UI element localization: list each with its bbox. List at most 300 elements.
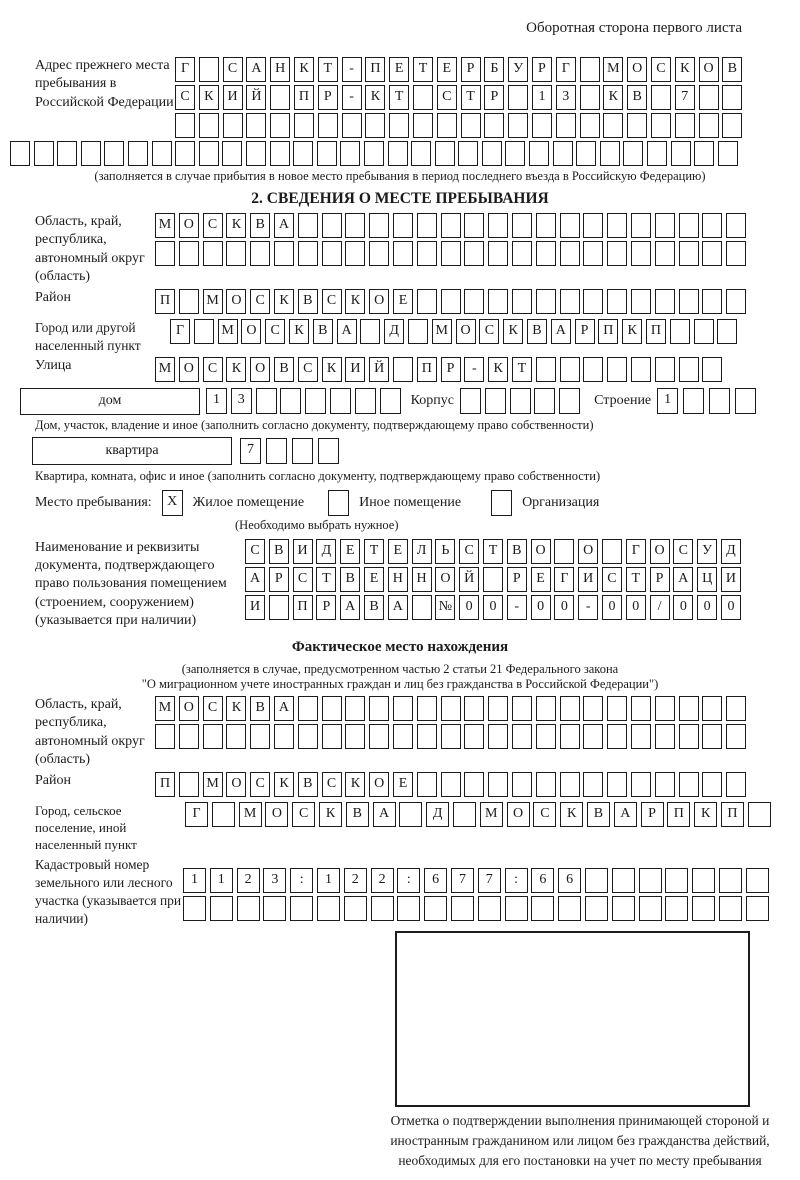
char-cell[interactable]: Р	[507, 567, 527, 592]
char-cell[interactable]: 3	[231, 388, 252, 414]
char-cell[interactable]	[576, 141, 596, 166]
char-cell[interactable]	[560, 724, 580, 749]
char-cell[interactable]: О	[699, 57, 719, 82]
char-cell[interactable]: С	[203, 357, 223, 382]
char-cell[interactable]	[294, 113, 314, 138]
char-cell[interactable]: С	[250, 289, 270, 314]
char-cell[interactable]	[607, 772, 627, 797]
char-cell[interactable]: В	[507, 539, 527, 564]
char-cell[interactable]	[369, 213, 389, 238]
char-cell[interactable]	[583, 241, 603, 266]
char-cell[interactable]	[735, 388, 756, 414]
char-cell[interactable]: 0	[673, 595, 693, 620]
char-cell[interactable]: Т	[512, 357, 532, 382]
char-cell[interactable]: Р	[484, 85, 504, 110]
char-cell[interactable]	[417, 696, 437, 721]
char-cell[interactable]	[699, 85, 719, 110]
cadastral-row-1[interactable]	[183, 868, 769, 893]
char-cell[interactable]	[709, 388, 730, 414]
char-cell[interactable]	[298, 696, 318, 721]
char-cell[interactable]: В	[298, 289, 318, 314]
char-cell[interactable]	[345, 696, 365, 721]
char-cell[interactable]: С	[651, 57, 671, 82]
char-cell[interactable]: С	[322, 289, 342, 314]
char-cell[interactable]: -	[464, 357, 484, 382]
char-cell[interactable]	[651, 85, 671, 110]
char-cell[interactable]	[699, 113, 719, 138]
char-cell[interactable]	[371, 896, 394, 921]
char-cell[interactable]	[560, 213, 580, 238]
char-cell[interactable]	[679, 241, 699, 266]
char-cell[interactable]	[412, 595, 432, 620]
char-cell[interactable]	[536, 241, 556, 266]
char-cell[interactable]: Р	[532, 57, 552, 82]
char-cell[interactable]: А	[337, 319, 357, 344]
char-cell[interactable]	[512, 241, 532, 266]
char-cell[interactable]	[639, 868, 662, 893]
char-cell[interactable]: М	[155, 357, 175, 382]
char-cell[interactable]	[651, 113, 671, 138]
char-cell[interactable]	[655, 241, 675, 266]
char-cell[interactable]: Г	[185, 802, 208, 827]
char-cell[interactable]: К	[226, 213, 246, 238]
char-cell[interactable]	[679, 772, 699, 797]
char-cell[interactable]: К	[503, 319, 523, 344]
char-cell[interactable]	[585, 868, 608, 893]
char-cell[interactable]	[318, 438, 339, 464]
char-cell[interactable]	[553, 141, 573, 166]
char-cell[interactable]: 7	[451, 868, 474, 893]
char-cell[interactable]	[726, 772, 746, 797]
char-cell[interactable]	[270, 141, 290, 166]
char-cell[interactable]: Д	[426, 802, 449, 827]
char-cell[interactable]: О	[250, 357, 270, 382]
char-cell[interactable]	[655, 357, 675, 382]
char-cell[interactable]: 3	[556, 85, 576, 110]
char-cell[interactable]	[639, 896, 662, 921]
char-cell[interactable]: С	[250, 772, 270, 797]
char-cell[interactable]	[380, 388, 401, 414]
char-cell[interactable]: Е	[389, 57, 409, 82]
char-cell[interactable]: М	[480, 802, 503, 827]
char-cell[interactable]: В	[313, 319, 333, 344]
street-row[interactable]	[155, 357, 722, 382]
char-cell[interactable]: :	[290, 868, 313, 893]
char-cell[interactable]: К	[199, 85, 219, 110]
char-cell[interactable]: С	[293, 567, 313, 592]
char-cell[interactable]	[600, 141, 620, 166]
char-cell[interactable]: М	[603, 57, 623, 82]
char-cell[interactable]	[369, 724, 389, 749]
char-cell[interactable]	[399, 802, 422, 827]
char-cell[interactable]: 1	[317, 868, 340, 893]
char-cell[interactable]: П	[155, 289, 175, 314]
char-cell[interactable]: -	[342, 57, 362, 82]
char-cell[interactable]	[583, 724, 603, 749]
char-cell[interactable]	[719, 868, 742, 893]
char-cell[interactable]: С	[292, 802, 315, 827]
char-cell[interactable]: Г	[170, 319, 190, 344]
char-cell[interactable]: О	[369, 289, 389, 314]
char-cell[interactable]	[318, 113, 338, 138]
char-cell[interactable]: Р	[650, 567, 670, 592]
char-cell[interactable]	[583, 357, 603, 382]
char-cell[interactable]	[269, 595, 289, 620]
char-cell[interactable]	[437, 113, 457, 138]
fact-region-row-2[interactable]	[155, 724, 746, 749]
char-cell[interactable]	[602, 539, 622, 564]
char-cell[interactable]: Р	[575, 319, 595, 344]
char-cell[interactable]	[464, 241, 484, 266]
char-cell[interactable]	[464, 289, 484, 314]
char-cell[interactable]: 2	[344, 868, 367, 893]
char-cell[interactable]	[702, 724, 722, 749]
char-cell[interactable]	[512, 213, 532, 238]
char-cell[interactable]: С	[265, 319, 285, 344]
char-cell[interactable]: П	[293, 595, 313, 620]
char-cell[interactable]	[274, 724, 294, 749]
char-cell[interactable]	[702, 772, 722, 797]
char-cell[interactable]	[322, 241, 342, 266]
char-cell[interactable]: Г	[175, 57, 195, 82]
char-cell[interactable]	[717, 319, 737, 344]
char-cell[interactable]	[417, 213, 437, 238]
char-cell[interactable]: К	[560, 802, 583, 827]
char-cell[interactable]	[104, 141, 124, 166]
char-cell[interactable]: А	[274, 696, 294, 721]
char-cell[interactable]	[393, 241, 413, 266]
char-cell[interactable]	[655, 696, 675, 721]
char-cell[interactable]	[322, 213, 342, 238]
char-cell[interactable]: С	[223, 57, 243, 82]
char-cell[interactable]: Н	[270, 57, 290, 82]
char-cell[interactable]	[179, 724, 199, 749]
char-cell[interactable]: К	[694, 802, 717, 827]
char-cell[interactable]	[631, 696, 651, 721]
stroenie-row[interactable]	[657, 388, 756, 414]
char-cell[interactable]: Р	[318, 85, 338, 110]
char-cell[interactable]	[583, 696, 603, 721]
char-cell[interactable]: В	[340, 567, 360, 592]
char-cell[interactable]: Т	[389, 85, 409, 110]
char-cell[interactable]	[57, 141, 77, 166]
char-cell[interactable]: 6	[531, 868, 554, 893]
char-cell[interactable]: И	[345, 357, 365, 382]
char-cell[interactable]	[488, 724, 508, 749]
char-cell[interactable]	[559, 388, 580, 414]
char-cell[interactable]	[580, 113, 600, 138]
char-cell[interactable]: 1	[532, 85, 552, 110]
char-cell[interactable]	[355, 388, 376, 414]
char-cell[interactable]	[512, 724, 532, 749]
char-cell[interactable]	[485, 388, 506, 414]
char-cell[interactable]: К	[294, 57, 314, 82]
fact-city-row[interactable]	[185, 802, 771, 827]
char-cell[interactable]: 0	[697, 595, 717, 620]
char-cell[interactable]	[488, 241, 508, 266]
char-cell[interactable]: К	[226, 357, 246, 382]
char-cell[interactable]	[531, 896, 554, 921]
char-cell[interactable]: Е	[531, 567, 551, 592]
char-cell[interactable]	[670, 319, 690, 344]
char-cell[interactable]: В	[250, 696, 270, 721]
char-cell[interactable]	[10, 141, 30, 166]
char-cell[interactable]: С	[602, 567, 622, 592]
char-cell[interactable]	[203, 241, 223, 266]
char-cell[interactable]: О	[369, 772, 389, 797]
char-cell[interactable]	[408, 319, 428, 344]
char-cell[interactable]	[483, 567, 503, 592]
char-cell[interactable]: О	[456, 319, 476, 344]
char-cell[interactable]	[746, 896, 769, 921]
char-cell[interactable]	[607, 696, 627, 721]
char-cell[interactable]	[317, 896, 340, 921]
char-cell[interactable]: С	[203, 696, 223, 721]
char-cell[interactable]	[417, 289, 437, 314]
char-cell[interactable]	[256, 388, 277, 414]
char-cell[interactable]	[679, 696, 699, 721]
char-cell[interactable]: В	[346, 802, 369, 827]
char-cell[interactable]	[726, 213, 746, 238]
char-cell[interactable]	[411, 141, 431, 166]
char-cell[interactable]: 7	[675, 85, 695, 110]
char-cell[interactable]: -	[578, 595, 598, 620]
char-cell[interactable]	[726, 696, 746, 721]
char-cell[interactable]: 0	[459, 595, 479, 620]
char-cell[interactable]	[536, 772, 556, 797]
char-cell[interactable]: Н	[388, 567, 408, 592]
char-cell[interactable]	[322, 724, 342, 749]
char-cell[interactable]	[441, 289, 461, 314]
char-cell[interactable]: X	[162, 490, 183, 516]
char-cell[interactable]: О	[650, 539, 670, 564]
char-cell[interactable]	[488, 213, 508, 238]
char-cell[interactable]	[226, 724, 246, 749]
char-cell[interactable]: В	[364, 595, 384, 620]
char-cell[interactable]	[345, 724, 365, 749]
char-cell[interactable]: Р	[269, 567, 289, 592]
char-cell[interactable]: Г	[556, 57, 576, 82]
char-cell[interactable]: К	[345, 772, 365, 797]
char-cell[interactable]: О	[507, 802, 530, 827]
char-cell[interactable]	[665, 868, 688, 893]
char-cell[interactable]	[583, 772, 603, 797]
char-cell[interactable]	[692, 868, 715, 893]
char-cell[interactable]: О	[226, 289, 246, 314]
char-cell[interactable]: Р	[316, 595, 336, 620]
char-cell[interactable]: О	[627, 57, 647, 82]
char-cell[interactable]	[623, 141, 643, 166]
char-cell[interactable]	[536, 696, 556, 721]
char-cell[interactable]: В	[722, 57, 742, 82]
apartment-row[interactable]	[240, 438, 339, 464]
char-cell[interactable]: О	[531, 539, 551, 564]
char-cell[interactable]	[464, 772, 484, 797]
char-cell[interactable]	[607, 289, 627, 314]
char-cell[interactable]	[671, 141, 691, 166]
char-cell[interactable]	[435, 141, 455, 166]
char-cell[interactable]: 2	[237, 868, 260, 893]
stay-type-checkbox-other[interactable]	[328, 490, 349, 516]
char-cell[interactable]: Р	[641, 802, 664, 827]
char-cell[interactable]: И	[293, 539, 313, 564]
char-cell[interactable]: В	[269, 539, 289, 564]
char-cell[interactable]	[364, 141, 384, 166]
char-cell[interactable]: О	[578, 539, 598, 564]
char-cell[interactable]: Ц	[697, 567, 717, 592]
char-cell[interactable]	[536, 357, 556, 382]
char-cell[interactable]	[536, 213, 556, 238]
region-row-2[interactable]	[155, 241, 746, 266]
char-cell[interactable]: У	[508, 57, 528, 82]
char-cell[interactable]: В	[627, 85, 647, 110]
char-cell[interactable]	[631, 357, 651, 382]
char-cell[interactable]: 7	[478, 868, 501, 893]
char-cell[interactable]: 0	[554, 595, 574, 620]
char-cell[interactable]	[81, 141, 101, 166]
char-cell[interactable]	[702, 213, 722, 238]
char-cell[interactable]: С	[533, 802, 556, 827]
char-cell[interactable]: 3	[263, 868, 286, 893]
char-cell[interactable]	[345, 213, 365, 238]
char-cell[interactable]	[665, 896, 688, 921]
prev-address-row-4[interactable]	[10, 141, 800, 166]
char-cell[interactable]: А	[245, 567, 265, 592]
char-cell[interactable]	[748, 802, 771, 827]
prev-address-row-2[interactable]	[175, 85, 742, 110]
char-cell[interactable]: О	[226, 772, 246, 797]
char-cell[interactable]: О	[179, 696, 199, 721]
char-cell[interactable]	[702, 357, 722, 382]
char-cell[interactable]	[152, 141, 172, 166]
char-cell[interactable]	[505, 896, 528, 921]
char-cell[interactable]	[655, 213, 675, 238]
char-cell[interactable]: К	[365, 85, 385, 110]
char-cell[interactable]	[722, 85, 742, 110]
char-cell[interactable]	[655, 724, 675, 749]
char-cell[interactable]: К	[603, 85, 623, 110]
char-cell[interactable]: О	[241, 319, 261, 344]
char-cell[interactable]	[342, 113, 362, 138]
char-cell[interactable]: К	[488, 357, 508, 382]
char-cell[interactable]: 2	[371, 868, 394, 893]
doc-row-3[interactable]	[245, 595, 741, 620]
char-cell[interactable]	[237, 896, 260, 921]
char-cell[interactable]	[482, 141, 502, 166]
char-cell[interactable]: Т	[413, 57, 433, 82]
char-cell[interactable]: М	[155, 696, 175, 721]
stay-type-checkbox-residential[interactable]	[162, 490, 183, 516]
char-cell[interactable]: К	[274, 772, 294, 797]
char-cell[interactable]	[155, 724, 175, 749]
char-cell[interactable]	[585, 896, 608, 921]
stay-type-checkbox-organization[interactable]	[491, 490, 512, 516]
char-cell[interactable]: М	[203, 772, 223, 797]
char-cell[interactable]: С	[459, 539, 479, 564]
char-cell[interactable]	[34, 141, 54, 166]
char-cell[interactable]: Й	[246, 85, 266, 110]
char-cell[interactable]	[464, 696, 484, 721]
char-cell[interactable]	[417, 724, 437, 749]
char-cell[interactable]: И	[245, 595, 265, 620]
char-cell[interactable]: №	[435, 595, 455, 620]
char-cell[interactable]: К	[322, 357, 342, 382]
char-cell[interactable]: Р	[441, 357, 461, 382]
char-cell[interactable]	[675, 113, 695, 138]
char-cell[interactable]	[417, 772, 437, 797]
char-cell[interactable]	[250, 241, 270, 266]
char-cell[interactable]	[491, 490, 512, 516]
char-cell[interactable]: 0	[483, 595, 503, 620]
char-cell[interactable]	[607, 213, 627, 238]
char-cell[interactable]	[305, 388, 326, 414]
char-cell[interactable]	[536, 724, 556, 749]
char-cell[interactable]	[655, 289, 675, 314]
char-cell[interactable]: Г	[554, 567, 574, 592]
char-cell[interactable]: К	[289, 319, 309, 344]
char-cell[interactable]	[365, 113, 385, 138]
char-cell[interactable]: Д	[384, 319, 404, 344]
char-cell[interactable]	[683, 388, 704, 414]
char-cell[interactable]: 0	[626, 595, 646, 620]
char-cell[interactable]	[393, 213, 413, 238]
char-cell[interactable]	[369, 696, 389, 721]
char-cell[interactable]	[128, 141, 148, 166]
char-cell[interactable]: К	[274, 289, 294, 314]
char-cell[interactable]	[393, 696, 413, 721]
char-cell[interactable]	[397, 896, 420, 921]
char-cell[interactable]	[441, 213, 461, 238]
char-cell[interactable]: 6	[424, 868, 447, 893]
char-cell[interactable]: Е	[340, 539, 360, 564]
char-cell[interactable]: К	[226, 696, 246, 721]
char-cell[interactable]	[679, 289, 699, 314]
char-cell[interactable]	[441, 724, 461, 749]
char-cell[interactable]	[718, 141, 738, 166]
char-cell[interactable]: А	[340, 595, 360, 620]
char-cell[interactable]	[694, 141, 714, 166]
char-cell[interactable]	[222, 141, 242, 166]
char-cell[interactable]: Е	[388, 539, 408, 564]
char-cell[interactable]	[488, 772, 508, 797]
char-cell[interactable]	[508, 113, 528, 138]
char-cell[interactable]	[583, 289, 603, 314]
char-cell[interactable]	[203, 724, 223, 749]
char-cell[interactable]	[328, 490, 349, 516]
char-cell[interactable]: 7	[240, 438, 261, 464]
char-cell[interactable]	[627, 113, 647, 138]
fact-district-row[interactable]	[155, 772, 746, 797]
char-cell[interactable]: П	[646, 319, 666, 344]
char-cell[interactable]	[580, 57, 600, 82]
char-cell[interactable]: В	[274, 357, 294, 382]
char-cell[interactable]	[393, 724, 413, 749]
char-cell[interactable]: С	[479, 319, 499, 344]
char-cell[interactable]: /	[650, 595, 670, 620]
char-cell[interactable]	[175, 113, 195, 138]
char-cell[interactable]: М	[218, 319, 238, 344]
char-cell[interactable]	[631, 289, 651, 314]
char-cell[interactable]: Л	[412, 539, 432, 564]
char-cell[interactable]: 1	[210, 868, 233, 893]
char-cell[interactable]	[726, 241, 746, 266]
char-cell[interactable]: Й	[459, 567, 479, 592]
char-cell[interactable]: У	[697, 539, 717, 564]
char-cell[interactable]	[722, 113, 742, 138]
char-cell[interactable]	[212, 802, 235, 827]
char-cell[interactable]	[512, 772, 532, 797]
char-cell[interactable]: С	[298, 357, 318, 382]
